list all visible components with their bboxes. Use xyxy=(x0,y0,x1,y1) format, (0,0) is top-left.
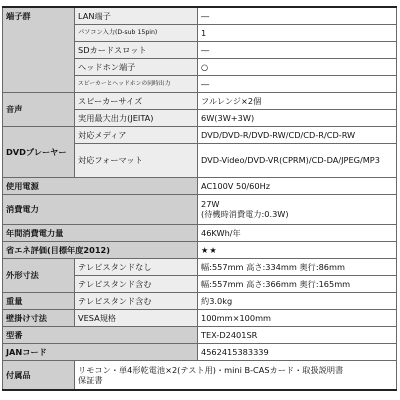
spec-value: 46KWh/年 xyxy=(198,224,397,241)
table-row xyxy=(3,343,397,360)
spec-value xyxy=(75,360,397,390)
energy-rating-stars: ★★ xyxy=(198,241,397,258)
table-row xyxy=(3,360,397,390)
table-row xyxy=(3,258,397,275)
category-annual-power: 年間消費電力量 xyxy=(3,224,198,241)
spec-table-wrapper xyxy=(2,6,396,391)
spec-value: ― xyxy=(198,7,397,24)
accessories-line: リモコン・単4形乾電池×2(テスト用)・mini B-CASカード・取扱説明書 xyxy=(78,364,344,375)
spec-value: DVD/DVD-R/DVD-RW/CD/CD-R/CD-RW xyxy=(198,126,397,143)
spec-key: VESA規格 xyxy=(75,309,198,326)
spec-value: 1 xyxy=(198,24,397,41)
spec-value: 約3.0kg xyxy=(198,292,397,309)
spec-key: 対応メディア xyxy=(75,126,198,143)
category-dimensions: 外形寸法 xyxy=(3,258,75,292)
spec-value: 6W(3W+3W) xyxy=(198,109,397,126)
spec-key: テレビスタンド含む xyxy=(75,292,198,309)
table-row xyxy=(3,326,397,343)
spec-key: SDカードスロット xyxy=(75,41,198,58)
spec-value: フルレンジ×2個 xyxy=(198,92,397,109)
spec-key: テレビスタンドなし xyxy=(75,258,198,275)
spec-value: DVD-Video/DVD-VR(CPRM)/CD-DA/JPEG/MP3 xyxy=(198,143,397,177)
category-dvd-player: DVDプレーヤー xyxy=(3,126,75,177)
spec-value: 幅:557mm 高さ:366mm 奥行:165mm xyxy=(198,275,397,292)
category-audio: 音声 xyxy=(3,92,75,126)
spec-key: パソコン入力(D-sub 15pin) xyxy=(75,24,198,41)
spec-value: 4562415383339 xyxy=(198,343,397,360)
category-terminals: 端子群 xyxy=(3,7,75,92)
category-weight: 重量 xyxy=(3,292,75,309)
spec-key: ヘッドホン端子 xyxy=(75,58,198,75)
spec-value: ― xyxy=(198,41,397,58)
table-row xyxy=(3,177,397,194)
table-row xyxy=(3,309,397,326)
spec-key: 実用最大出力(JEITA) xyxy=(75,109,198,126)
spec-key: スピーカーとヘッドホンの同時出力 xyxy=(75,75,198,92)
power-consumption-value: 27W xyxy=(201,199,220,209)
category-energy-rating: 省エネ評価(目標年度2012) xyxy=(3,241,198,258)
spec-table xyxy=(2,6,397,391)
table-row xyxy=(3,126,397,143)
table-row xyxy=(3,7,397,24)
spec-value: TEX-D2401SR xyxy=(198,326,397,343)
spec-key: テレビスタンド含む xyxy=(75,275,198,292)
category-accessories: 付属品 xyxy=(3,360,75,390)
accessories-line: 保証書 xyxy=(78,374,103,385)
category-power-consumption: 消費電力 xyxy=(3,194,198,224)
spec-key: スピーカーサイズ xyxy=(75,92,198,109)
table-row xyxy=(3,241,397,258)
category-wall-mount: 壁掛け寸法 xyxy=(3,309,75,326)
category-jan-code: JANコード xyxy=(3,343,198,360)
spec-value: ○ xyxy=(198,58,397,75)
spec-value: AC100V 50/60Hz xyxy=(198,177,397,194)
table-row xyxy=(3,224,397,241)
spec-value: ― xyxy=(198,75,397,92)
spec-key: 対応フォーマット xyxy=(75,143,198,177)
spec-key: LAN端子 xyxy=(75,7,198,24)
table-row xyxy=(3,292,397,309)
category-power-source: 使用電源 xyxy=(3,177,198,194)
spec-value xyxy=(198,194,397,224)
standby-power-value: (待機時消費電力:0.3W) xyxy=(201,209,289,219)
table-row xyxy=(3,92,397,109)
category-model: 型番 xyxy=(3,326,198,343)
spec-value: 100mm×100mm xyxy=(198,309,397,326)
spec-value: 幅:557mm 高さ:334mm 奥行:86mm xyxy=(198,258,397,275)
table-row xyxy=(3,194,397,224)
